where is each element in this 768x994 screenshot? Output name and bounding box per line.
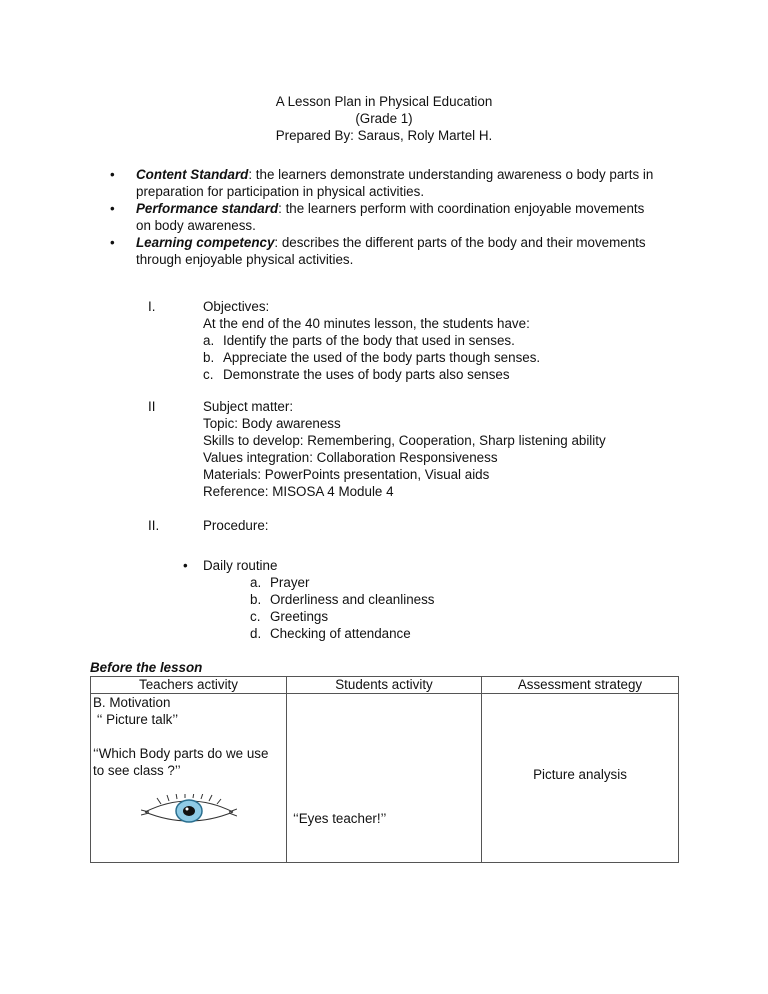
content-standard <box>107 166 687 200</box>
question-line-2: to see class ?’’ <box>93 763 181 778</box>
routine-label: Daily routine <box>203 558 278 573</box>
item-label: d. <box>250 626 262 641</box>
standard-text: : the learners demonstrate understanding awareness o body parts in <box>248 167 654 182</box>
bullet-icon: • <box>110 167 115 182</box>
column-header-teachers: Teachers activity <box>91 677 287 694</box>
standard-label: Learning competency <box>136 235 275 250</box>
objectives-list <box>203 332 540 383</box>
section-number: II. <box>148 518 160 533</box>
assessment-strategy-cell <box>482 694 679 863</box>
before-lesson-heading: Before the lesson <box>90 660 203 675</box>
section-number: I. <box>148 299 156 314</box>
picture-talk-label: ‘‘ Picture talk’’ <box>93 712 179 727</box>
bullet-icon: • <box>110 235 115 250</box>
item-text: Orderliness and cleanliness <box>270 592 435 607</box>
routine-item <box>250 625 435 642</box>
topic-line: Topic: Body awareness <box>203 416 341 431</box>
document-title: A Lesson Plan in Physical Education <box>275 94 493 109</box>
objectives-intro: At the end of the 40 minutes lesson, the students have: <box>203 316 530 331</box>
learning-competency <box>107 234 687 268</box>
grade-label: (Grade 1) <box>355 111 413 126</box>
eye-icon <box>141 794 237 830</box>
motivation-label: B. Motivation <box>93 695 171 710</box>
assessment-value: Picture analysis <box>533 767 627 782</box>
objective-item <box>203 332 540 349</box>
routine-item <box>250 608 435 625</box>
item-text: Greetings <box>270 609 329 624</box>
materials-line: Materials: PowerPoints presentation, Visual aids <box>203 467 490 482</box>
standard-text-cont: preparation for participation in physical activities. <box>136 184 425 199</box>
reference-line: Reference: MISOSA 4 Module 4 <box>203 484 394 499</box>
section-heading: Subject matter: <box>203 399 294 414</box>
item-label: b. <box>203 350 215 365</box>
column-header-assessment: Assessment strategy <box>482 677 679 694</box>
item-text: Appreciate the used of the body parts though senses. <box>223 350 541 365</box>
routine-item <box>250 574 435 591</box>
section-number: II <box>148 399 156 414</box>
item-label: b. <box>250 592 262 607</box>
student-response: ‘‘Eyes teacher!’’ <box>293 811 387 826</box>
section-heading: Procedure: <box>203 518 269 533</box>
objective-item <box>203 349 540 366</box>
standard-label: Performance standard <box>136 201 279 216</box>
standards-list <box>107 166 687 268</box>
item-text: Prayer <box>270 575 310 590</box>
skills-line: Skills to develop: Remembering, Cooperation, Sharp listening ability <box>203 433 606 448</box>
standard-text-cont: through enjoyable physical activities. <box>136 252 354 267</box>
item-label: a. <box>250 575 262 590</box>
item-text: Identify the parts of the body that used in senses. <box>223 333 515 348</box>
document-header <box>0 93 768 144</box>
bullet-icon: • <box>110 201 115 216</box>
prepared-by: Prepared By: Saraus, Roly Martel H. <box>275 128 493 143</box>
item-label: c. <box>250 609 261 624</box>
activity-table <box>90 676 679 863</box>
table-row <box>91 694 679 863</box>
table-header-row <box>91 677 679 694</box>
routine-item <box>250 591 435 608</box>
teachers-activity-cell <box>91 694 287 863</box>
section-heading: Objectives: <box>203 299 270 314</box>
item-label: c. <box>203 367 214 382</box>
students-activity-cell <box>287 694 482 863</box>
column-header-students: Students activity <box>287 677 482 694</box>
objective-item <box>203 366 540 383</box>
item-text: Checking of attendance <box>270 626 411 641</box>
item-text: Demonstrate the uses of body parts also senses <box>223 367 510 382</box>
standard-text-cont: on body awareness. <box>136 218 256 233</box>
standard-text: : the learners perform with coordination enjoyable movements <box>278 201 645 216</box>
performance-standard <box>107 200 687 234</box>
standard-text: : describes the different parts of the body and their movements <box>274 235 646 250</box>
bullet-icon: • <box>183 558 188 573</box>
question-line-1: ‘‘Which Body parts do we use <box>93 746 269 761</box>
values-line: Values integration: Collaboration Responsiveness <box>203 450 498 465</box>
item-label: a. <box>203 333 215 348</box>
standard-label: Content Standard <box>136 167 249 182</box>
routine-list <box>250 574 435 642</box>
